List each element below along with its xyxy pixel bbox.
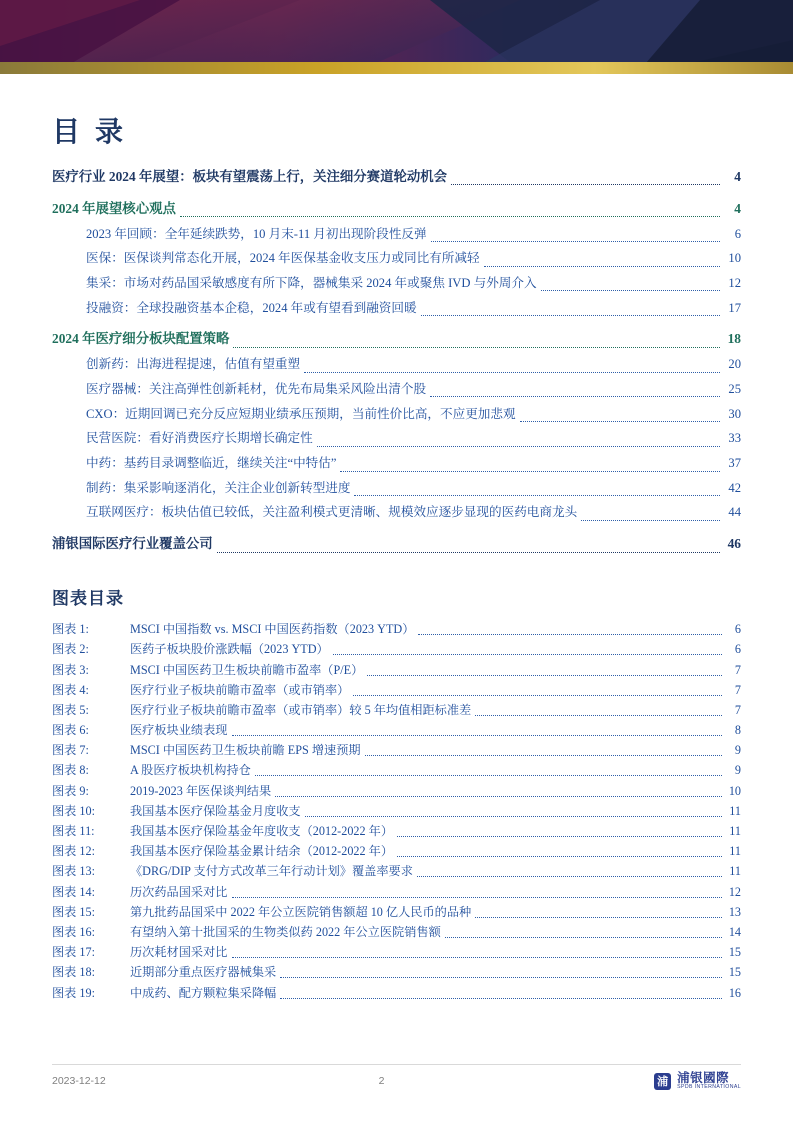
toc-leader	[304, 362, 720, 373]
footer-page-number: 2	[378, 1075, 385, 1088]
figure-label: 近期部分重点医疗器械集采	[130, 965, 277, 980]
toc-item-label: 民营医院：看好消费医疗长期增长确定性	[86, 431, 313, 446]
toc-item[interactable]	[52, 377, 741, 402]
list-item[interactable]	[52, 780, 741, 800]
figure-label: MSCI 中国医药卫生板块前瞻市盈率（P/E）	[130, 662, 364, 677]
toc-leader	[475, 705, 722, 716]
toc-item-label: 制药：集采影响逐消化，关注企业创新转型进度	[86, 480, 351, 495]
figure-number: 图表 10:	[52, 803, 95, 818]
toc-leader	[581, 510, 720, 521]
figures-title: 图表目录	[52, 588, 124, 608]
figure-label: 历次耗材国采对比	[130, 945, 228, 960]
figure-label: 医疗板块业绩表现	[130, 723, 228, 738]
toc-item[interactable]	[52, 451, 741, 476]
toc-item[interactable]	[52, 402, 741, 427]
toc-item[interactable]	[52, 427, 741, 452]
list-item[interactable]	[52, 740, 741, 760]
toc-item[interactable]	[52, 327, 741, 353]
figure-number: 图表 7:	[52, 743, 89, 758]
figure-number: 图表 12:	[52, 844, 95, 859]
toc-item[interactable]	[52, 271, 741, 296]
list-item[interactable]	[52, 921, 741, 941]
toc-leader	[417, 866, 722, 877]
figure-label: 医疗行业子板块前瞻市盈率（或市销率）	[130, 682, 350, 697]
figure-number: 图表 8:	[52, 763, 89, 778]
toc-leader	[354, 485, 720, 496]
toc-item-page: 10	[728, 251, 741, 266]
toc-leader	[317, 436, 720, 447]
list-item[interactable]	[52, 982, 741, 1002]
toc-leader	[255, 765, 722, 776]
figure-page: 9	[734, 743, 741, 758]
figure-page: 15	[728, 965, 741, 980]
page-footer	[0, 1064, 793, 1104]
figure-label: MSCI 中国指数 vs. MSCI 中国医药指数（2023 YTD）	[130, 622, 415, 637]
list-item[interactable]	[52, 679, 741, 699]
toc-item[interactable]	[52, 353, 741, 378]
figure-page: 12	[728, 884, 741, 899]
figure-number: 图表 14:	[52, 884, 95, 899]
toc-leader	[475, 907, 722, 918]
toc-leader	[397, 826, 722, 837]
toc-leader	[232, 947, 723, 958]
figure-number: 图表 2:	[52, 642, 89, 657]
toc-item-page: 4	[734, 200, 741, 216]
figure-page: 10	[728, 783, 741, 798]
logo-name-cn: 浦银國際	[677, 1071, 730, 1085]
toc-leader	[233, 337, 720, 348]
figure-number: 图表 5:	[52, 702, 89, 717]
list-item[interactable]	[52, 841, 741, 861]
list-item[interactable]	[52, 942, 741, 962]
figure-page: 8	[734, 723, 741, 738]
toc-item-label: CXO：近期回调已充分反应短期业绩承压预期，当前性价比高，不应更加悲观	[86, 406, 516, 421]
figure-number: 图表 11:	[52, 824, 95, 839]
toc-leader	[232, 725, 723, 736]
toc-item-label: 2024 年医疗细分板块配置策略	[52, 331, 230, 347]
toc-item-page: 12	[728, 275, 741, 290]
figure-page: 11	[729, 824, 741, 839]
figure-number: 图表 1:	[52, 622, 89, 637]
figure-number: 图表 3:	[52, 662, 89, 677]
toc-item[interactable]	[52, 296, 741, 321]
figure-label: 医疗行业子板块前瞻市盈率（或市销率）较 5 年均值相距标准差	[130, 702, 472, 717]
list-item[interactable]	[52, 659, 741, 679]
figure-list	[52, 619, 741, 1003]
toc-item-label: 2023 年回顾：全年延续跌势，10 月末-11 月初出现阶段性反弹	[86, 226, 427, 241]
toc-leader	[430, 386, 720, 397]
list-item[interactable]	[52, 639, 741, 659]
toc-item-page: 37	[728, 456, 741, 471]
toc-item[interactable]	[52, 501, 741, 526]
toc-item-label: 互联网医疗：板块估值已较低，关注盈利模式更清晰、规模效应逐步显现的医药电商龙头	[86, 505, 578, 520]
figure-label: 有望纳入第十批国采的生物类似药 2022 年公立医院销售额	[130, 924, 441, 939]
figure-label: 我国基本医疗保险基金月度收支	[130, 803, 301, 818]
figure-label: 第九批药品国采中 2022 年公立医院销售额超 10 亿人民币的品种	[130, 904, 472, 919]
toc-leader	[541, 280, 720, 291]
figure-number: 图表 16:	[52, 924, 95, 939]
toc-leader	[280, 967, 722, 978]
toc-item-label: 创新药：出海进程提速，估值有望重塑	[86, 357, 301, 372]
toc-leader	[353, 685, 722, 696]
page-banner	[0, 0, 793, 82]
list-item[interactable]	[52, 881, 741, 901]
figure-number: 图表 9:	[52, 783, 89, 798]
list-item[interactable]	[52, 820, 741, 840]
figure-page: 14	[728, 924, 741, 939]
toc-item-page: 42	[728, 480, 741, 495]
page-content	[0, 82, 793, 1002]
figure-number: 图表 6:	[52, 723, 89, 738]
list-item[interactable]	[52, 619, 741, 639]
figure-page: 9	[734, 763, 741, 778]
toc-item-page: 17	[728, 300, 741, 315]
figure-page: 6	[734, 642, 741, 657]
figure-label: 《DRG/DIP 支付方式改革三年行动计划》覆盖率要求	[130, 864, 413, 879]
figure-page: 11	[729, 844, 741, 859]
toc-item[interactable]	[52, 164, 741, 190]
figure-page: 11	[729, 803, 741, 818]
figure-number: 图表 19:	[52, 985, 95, 1000]
figure-page: 15	[728, 945, 741, 960]
toc-leader	[445, 927, 722, 938]
figure-page: 13	[728, 904, 741, 919]
figure-label: MSCI 中国医药卫生板块前瞻 EPS 增速预期	[130, 743, 361, 758]
figure-page: 7	[734, 662, 741, 677]
figure-label: 我国基本医疗保险基金年度收支（2012-2022 年）	[130, 824, 394, 839]
toc-item-page: 18	[727, 331, 741, 347]
logo-name-en: SPDB INTERNATIONAL	[677, 1084, 741, 1091]
figure-label: 历次药品国采对比	[130, 884, 228, 899]
toc-item-label: 中药：基药目录调整临近，继续关注“中特估”	[86, 456, 337, 471]
figure-label: 我国基本医疗保险基金累计结余（2012-2022 年）	[130, 844, 394, 859]
figure-page: 7	[734, 702, 741, 717]
toc-item-page: 25	[728, 381, 741, 396]
toc-item-label: 医疗器械：关注高弹性创新耗材，优先布局集采风险出清个股	[86, 381, 427, 396]
toc-leader	[418, 624, 722, 635]
toc-item-page: 30	[728, 406, 741, 421]
toc-item-page: 44	[728, 505, 741, 520]
toc-item-label: 投融资：全球投融资基本企稳，2024 年或有望看到融资回暖	[86, 300, 417, 315]
toc-item-label: 集采：市场对药品国采敏感度有所下降，器械集采 2024 年或聚焦 IVD 与外周介入	[86, 275, 537, 290]
list-item[interactable]	[52, 800, 741, 820]
figure-number: 图表 15:	[52, 904, 95, 919]
toc-item-page: 4	[734, 168, 741, 184]
toc-leader	[180, 206, 720, 217]
toc-item[interactable]	[52, 196, 741, 222]
toc-leader	[217, 542, 720, 553]
figure-number: 图表 17:	[52, 945, 95, 960]
list-item[interactable]	[52, 901, 741, 921]
toc-item-page: 20	[728, 357, 741, 372]
toc-leader	[333, 644, 722, 655]
toc-leader	[520, 411, 720, 422]
figure-label: 2019-2023 年医保谈判结果	[130, 783, 272, 798]
toc-leader	[397, 846, 722, 857]
list-item[interactable]	[52, 962, 741, 982]
figure-page: 11	[729, 864, 741, 879]
toc-item-label: 2024 年展望核心观点	[52, 200, 176, 216]
page-title: 目 录	[52, 117, 128, 148]
toc-item-label: 浦银国际医疗行业覆盖公司	[52, 536, 213, 552]
toc-item[interactable]	[52, 476, 741, 501]
toc-item-label: 医疗行业 2024 年展望：板块有望震荡上行，关注细分赛道轮动机会	[52, 168, 448, 184]
list-item[interactable]	[52, 861, 741, 881]
figure-number: 图表 13:	[52, 864, 95, 879]
toc-leader	[280, 988, 722, 999]
table-of-contents	[52, 164, 741, 558]
list-item[interactable]	[52, 699, 741, 719]
toc-item[interactable]	[52, 532, 741, 558]
footer-date: 2023-12-12	[52, 1075, 106, 1088]
figure-number: 图表 4:	[52, 682, 89, 697]
toc-leader	[367, 665, 722, 676]
toc-leader	[431, 231, 720, 242]
toc-leader	[232, 887, 723, 898]
figure-page: 7	[734, 682, 741, 697]
list-item[interactable]	[52, 760, 741, 780]
figure-label: A 股医疗板块机构持仓	[130, 763, 251, 778]
toc-item-page: 6	[734, 226, 741, 241]
toc-leader	[305, 806, 722, 817]
toc-item[interactable]	[52, 222, 741, 247]
figure-page: 6	[734, 622, 741, 637]
list-item[interactable]	[52, 719, 741, 739]
toc-leader	[451, 174, 720, 185]
figure-label: 医药子板块股价涨跌幅（2023 YTD）	[130, 642, 329, 657]
figure-label: 中成药、配方颗粒集采降幅	[130, 985, 277, 1000]
toc-leader	[365, 745, 722, 756]
logo-mark-icon: 浦	[654, 1073, 671, 1090]
toc-leader	[484, 256, 720, 267]
figure-page: 16	[728, 985, 741, 1000]
figure-number: 图表 18:	[52, 965, 95, 980]
toc-item[interactable]	[52, 247, 741, 272]
toc-leader	[340, 461, 720, 472]
company-logo	[591, 1072, 741, 1091]
toc-item-page: 33	[728, 431, 741, 446]
toc-leader	[421, 305, 720, 316]
toc-leader	[275, 786, 722, 797]
toc-item-label: 医保：医保谈判常态化开展，2024 年医保基金收支压力或同比有所减轻	[86, 251, 480, 266]
toc-item-page: 46	[727, 536, 741, 552]
